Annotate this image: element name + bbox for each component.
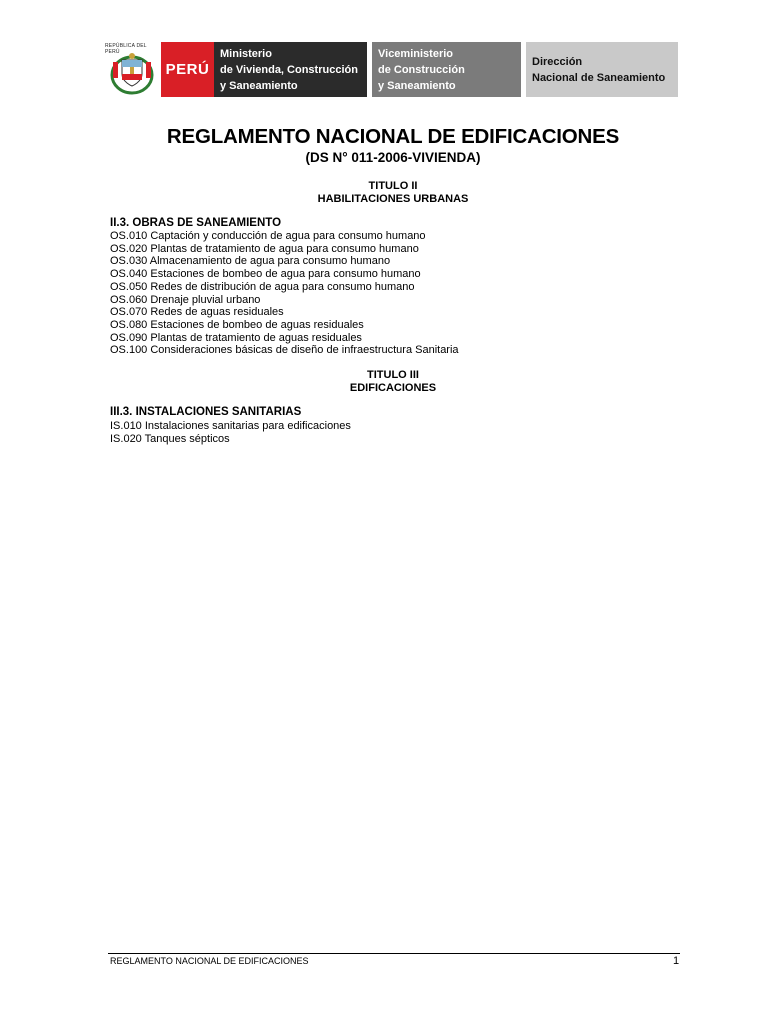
list-item: OS.030 Almacenamiento de agua para consumo humano xyxy=(110,255,391,268)
direction-line-1: Dirección xyxy=(532,56,583,68)
list-item: OS.050 Redes de distribución de agua para consumo humano xyxy=(110,280,415,293)
titulo-ii-name: HABILITACIONES URBANAS xyxy=(317,193,469,205)
direction-block xyxy=(526,42,678,97)
ministry-line-2: de Vivienda, Construcción xyxy=(220,64,358,76)
page-header xyxy=(103,42,678,97)
direction-line-2: Nacional de Saneamiento xyxy=(532,72,666,84)
section-instalaciones-heading: III.3. INSTALACIONES SANITARIAS xyxy=(110,406,302,418)
document-title: REGLAMENTO NACIONAL DE EDIFICACIONES xyxy=(166,125,620,148)
viceministry-line-3: y Saneamiento xyxy=(378,80,456,92)
coat-of-arms-logo xyxy=(103,42,161,97)
section-obras-list xyxy=(110,230,459,357)
list-item: IS.010 Instalaciones sanitarias para edificaciones xyxy=(110,420,351,432)
crest-caption: REPÚBLICA DEL PERÚ xyxy=(105,43,147,55)
section-instalaciones-list xyxy=(110,420,351,445)
list-item: OS.100 Consideraciones básicas de diseño de infraestructura Sanitaria xyxy=(110,344,459,357)
peru-label: PERÚ xyxy=(165,61,210,78)
ministry-line-1: Ministerio xyxy=(220,48,272,60)
page-number: 1 xyxy=(673,955,680,967)
list-item: OS.060 Drenaje pluvial urbano xyxy=(110,293,261,306)
viceministry-line-1: Viceministerio xyxy=(378,48,453,60)
list-item: OS.040 Estaciones de bombeo de agua para consumo humano xyxy=(110,268,421,281)
list-item: OS.090 Plantas de tratamiento de aguas residuales xyxy=(110,331,362,344)
shield-icon xyxy=(107,48,157,96)
list-item: OS.080 Estaciones de bombeo de aguas residuales xyxy=(110,318,364,331)
titulo-iii-name: EDIFICACIONES xyxy=(349,382,437,394)
titulo-ii-label: TITULO II xyxy=(368,180,418,192)
section-obras-heading: II.3. OBRAS DE SANEAMIENTO xyxy=(110,217,282,229)
ministry-block xyxy=(214,42,367,97)
viceministry-block xyxy=(372,42,521,97)
ministry-line-3: y Saneamiento xyxy=(220,80,298,92)
list-item: OS.020 Plantas de tratamiento de agua para consumo humano xyxy=(110,242,419,255)
footer-title: REGLAMENTO NACIONAL DE EDIFICACIONES xyxy=(110,956,309,966)
peru-brand xyxy=(161,42,214,97)
titulo-iii-label: TITULO III xyxy=(367,369,419,381)
footer-divider xyxy=(108,953,680,954)
viceministry-line-2: de Construcción xyxy=(378,64,465,76)
list-item: IS.020 Tanques sépticos xyxy=(110,432,230,445)
list-item: OS.010 Captación y conducción de agua para consumo humano xyxy=(110,230,426,242)
document-subtitle: (DS N° 011-2006-VIVIENDA) xyxy=(305,150,481,165)
list-item: OS.070 Redes de aguas residuales xyxy=(110,306,284,319)
